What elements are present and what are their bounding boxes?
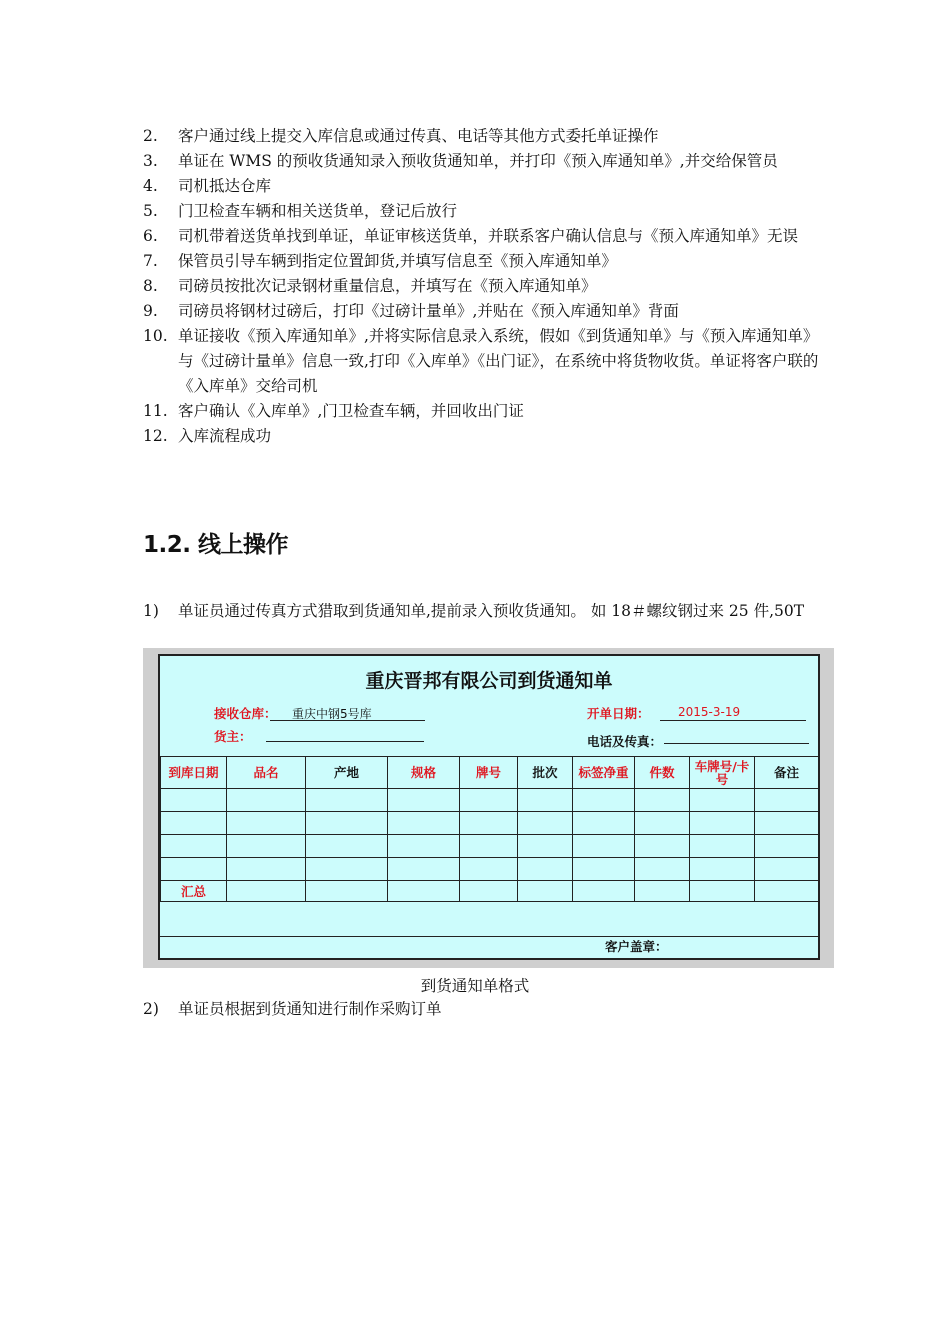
- warehouse-label: 接收仓库：: [214, 706, 277, 721]
- list-number: 2.: [143, 127, 158, 145]
- list-text: 单证员通过传真方式猎取到货通知单,提前录入预收货通知。 如 18＃螺纹钢过来 25 件,50T: [178, 602, 805, 620]
- list-number: 9.: [143, 302, 158, 320]
- list-text: 门卫检查车辆和相关送货单，登记后放行: [178, 202, 458, 220]
- column-header: 规格: [388, 757, 460, 789]
- list-item: [143, 299, 823, 324]
- column-header: 件数: [635, 757, 690, 789]
- list-text: 单证接收《预入库通知单》,并将实际信息录入系统，假如《到货通知单》与《预入库通知单》与《过磅计量单》信息一致,打印《入库单》《出门证》，在系统中将货物收货。单证将客户联的《入库单》交给司机: [178, 327, 819, 395]
- table-row: [161, 835, 819, 858]
- list-text: 客户确认《入库单》,门卫检查车辆，并回收出门证: [178, 402, 524, 420]
- column-header: 产地: [306, 757, 388, 789]
- arrival-notice-form: [158, 654, 820, 960]
- section-heading: 1.2. 线上操作: [143, 532, 288, 558]
- list-number: 4.: [143, 177, 158, 195]
- list-text: 司机抵达仓库: [178, 177, 272, 195]
- phone-underline: [664, 743, 809, 744]
- summary-row: [161, 881, 819, 902]
- list-item: [143, 997, 823, 1022]
- column-header: 品名: [227, 757, 306, 789]
- list-number: 10.: [143, 327, 168, 345]
- list-item: [143, 324, 823, 399]
- phone-label: 电话及传真：: [587, 734, 663, 749]
- date-label: 开单日期：: [587, 706, 650, 721]
- form-title: 重庆晋邦有限公司到货通知单: [365, 670, 613, 692]
- list-item: [143, 399, 823, 424]
- list-item: [143, 149, 823, 174]
- column-header: 车牌号/卡号: [690, 757, 755, 789]
- owner-underline: [266, 741, 424, 742]
- list-number: 3.: [143, 152, 158, 170]
- process-steps-list: [143, 124, 823, 449]
- form-image: [143, 648, 834, 968]
- table-row: [161, 858, 819, 881]
- table-row: [161, 789, 819, 812]
- list-text: 入库流程成功: [178, 427, 272, 445]
- column-header: 批次: [518, 757, 573, 789]
- list-text: 客户通过线上提交入库信息或通过传真、电话等其他方式委托单证操作: [178, 127, 659, 145]
- list-number: 2): [143, 1000, 159, 1018]
- table-row: [161, 812, 819, 835]
- list-number: 11.: [143, 402, 168, 420]
- list-item: [143, 599, 823, 624]
- list-item: [143, 274, 823, 299]
- column-header: 牌号: [460, 757, 518, 789]
- list-text: 单证在 WMS 的预收货通知录入预收货通知单，并打印《预入库通知单》,并交给保管员: [178, 152, 778, 170]
- list-number: 1): [143, 602, 159, 620]
- list-text: 司机带着送货单找到单证，单证审核送货单，并联系客户确认信息与《预入库通知单》无误: [178, 227, 799, 245]
- list-text: 司磅员将钢材过磅后，打印《过磅计量单》,并贴在《预入库通知单》背面: [178, 302, 679, 320]
- list-number: 7.: [143, 252, 158, 270]
- column-header: 到库日期: [161, 757, 227, 789]
- list-item: [143, 124, 823, 149]
- customer-stamp-label: 客户盖章：: [605, 939, 668, 954]
- table-header-row: [161, 757, 819, 789]
- list-number: 12.: [143, 427, 168, 445]
- list-text: 保管员引导车辆到指定位置卸货,并填写信息至《预入库通知单》: [178, 252, 617, 270]
- list-text: 司磅员按批次记录钢材重量信息，并填写在《预入库通知单》: [178, 277, 597, 295]
- column-header: 标签净重: [573, 757, 635, 789]
- online-steps-list-continued: [143, 997, 823, 1022]
- list-item: [143, 424, 823, 449]
- list-item: [143, 174, 823, 199]
- online-steps-list: [143, 599, 823, 624]
- summary-label: 汇总: [161, 881, 227, 902]
- list-number: 8.: [143, 277, 158, 295]
- form-table: [160, 756, 819, 902]
- column-header: 备注: [755, 757, 819, 789]
- warehouse-value: 重庆中钢5号库: [292, 707, 372, 721]
- warehouse-underline: [270, 720, 425, 721]
- list-item: [143, 224, 823, 249]
- date-value: 2015-3-19: [678, 705, 741, 719]
- date-underline: [660, 720, 806, 721]
- list-text: 单证员根据到货通知进行制作采购订单: [178, 1000, 442, 1018]
- list-number: 6.: [143, 227, 158, 245]
- figure-caption: 到货通知单格式: [420, 977, 530, 995]
- list-item: [143, 199, 823, 224]
- remarks-row: [160, 904, 818, 937]
- owner-label: 货主：: [214, 729, 252, 744]
- list-number: 5.: [143, 202, 158, 220]
- list-item: [143, 249, 823, 274]
